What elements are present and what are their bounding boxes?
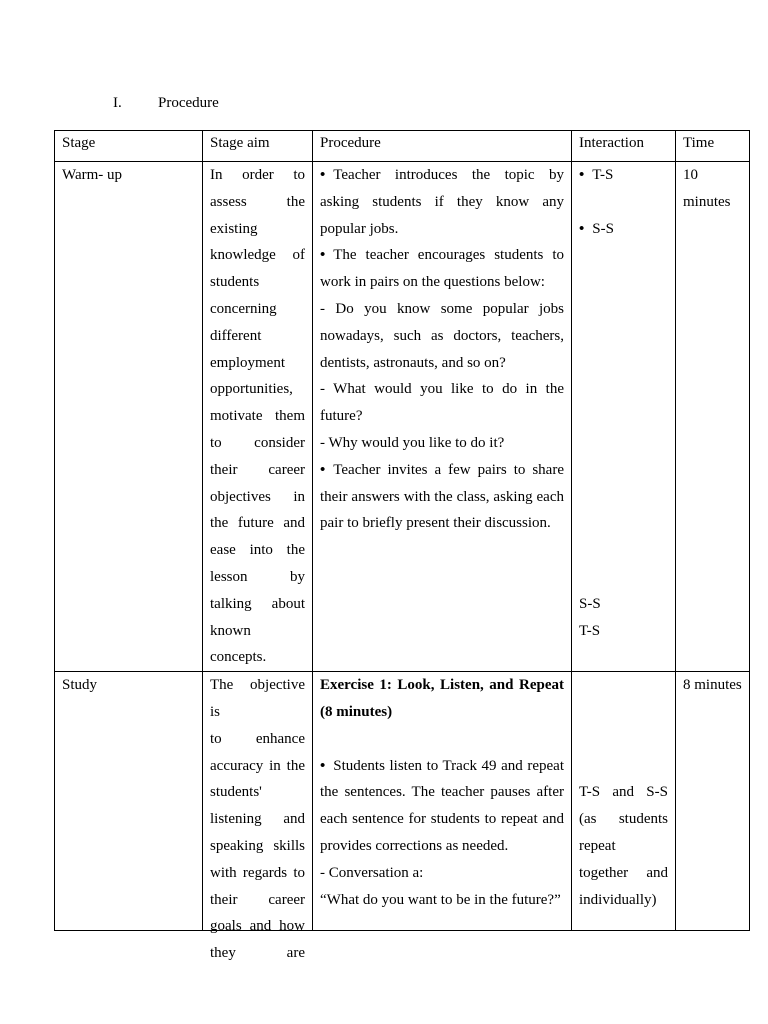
interaction-item: T-S (579, 622, 601, 639)
procedure-bullet: • Students listen to Track 49 and repeat the sentences. The teacher pauses after each sentence for students to repeat and provides corrections as needed. (320, 753, 564, 860)
interaction-cell (572, 672, 676, 931)
stage-aim-line: to enhance (210, 730, 305, 747)
stage-aim-line: their career (210, 891, 305, 908)
stage-aim-line: motivate them (210, 408, 305, 425)
stage-aim-line: accuracy in the (210, 757, 305, 774)
procedure-question: - Do you know some popular jobs nowadays, such as doctors, teachers, dentists, astronauts, and so on? (320, 300, 564, 371)
stage-aim-line: The objective is (210, 677, 305, 720)
stage-aim-line: different (210, 327, 262, 344)
stage-aim-line: existing (210, 220, 258, 237)
header-stage: Stage (55, 131, 203, 162)
stage-aim-line: with regards to (210, 864, 305, 881)
interaction-item: • T-S (579, 162, 668, 189)
time-cell: 8 minutes (676, 672, 750, 931)
stage-aim-line: talking about (210, 595, 305, 612)
stage-aim-cell (203, 672, 313, 962)
interaction-item: • S-S (579, 216, 668, 243)
stage-aim-line: In order to (210, 167, 305, 183)
stage-aim-text (210, 162, 305, 671)
stage-aim-line: knowledge of (210, 247, 305, 264)
header-procedure: Procedure (313, 131, 572, 162)
interaction-item: T-S and S-S (as students repeat together and individually) (579, 784, 668, 908)
conversation-label: - Conversation a: (320, 864, 424, 881)
stage-aim-line: they are (210, 945, 305, 962)
table-row-warmup (55, 162, 750, 672)
stage-aim-line: the future and (210, 515, 305, 532)
stage-aim-line: speaking skills (210, 837, 305, 854)
procedure-bullet: • The teacher encourages students to work in pairs on the questions below: (320, 242, 564, 296)
stage-aim-line: assess the (210, 193, 305, 210)
procedure-bullet: • Teacher invites a few pairs to share their answers with the class, asking each pair to briefly present their discussion. (320, 457, 564, 537)
stage-cell: Warm- up (55, 162, 203, 672)
procedure-cell (313, 162, 572, 672)
stage-cell: Study (55, 672, 203, 931)
time-cell: 10 minutes (676, 162, 750, 672)
stage-aim-cell (203, 162, 313, 672)
stage-aim-line: opportunities, (210, 381, 293, 398)
stage-aim-line: ease into the (210, 542, 305, 559)
procedure-question: - What would you like to do in the future? (320, 381, 564, 425)
procedure-cell (313, 672, 572, 931)
header-time: Time (676, 131, 750, 162)
interaction-item: S-S (579, 595, 601, 612)
stage-aim-line: to consider (210, 434, 305, 451)
stage-aim-line: known (210, 622, 251, 639)
stage-aim-line: students (210, 274, 260, 291)
conversation-quote: “What do you want to be in the future?” (320, 891, 561, 908)
interaction-cell (572, 162, 676, 672)
table-row-study (55, 672, 750, 931)
stage-aim-line: objectives in (210, 488, 305, 505)
exercise-title: Exercise 1: Look, Listen, and Repeat (8 minutes) (320, 677, 564, 720)
procedure-bullet: • Teacher introduces the topic by asking students if they know any popular jobs. (320, 162, 564, 242)
procedure-table (54, 130, 750, 962)
stage-aim-line: lesson by (210, 568, 305, 585)
stage-aim-line: concepts. (210, 649, 267, 666)
header-stage-aim: Stage aim (203, 131, 313, 162)
stage-aim-line: concerning (210, 300, 277, 317)
procedure-question: - Why would you like to do it? (320, 434, 505, 451)
section-title: Procedure (158, 95, 219, 111)
section-number: I. (113, 95, 122, 111)
stage-aim-line: students' (210, 784, 262, 801)
stage-aim-line: goals and how (210, 918, 305, 935)
stage-aim-text (210, 672, 305, 967)
stage-aim-line: listening and (210, 811, 305, 828)
stage-aim-line: employment (210, 354, 285, 371)
header-interaction: Interaction (572, 131, 676, 162)
section-heading (113, 94, 219, 112)
table-header-row (55, 131, 750, 162)
stage-aim-line: their career (210, 461, 305, 478)
